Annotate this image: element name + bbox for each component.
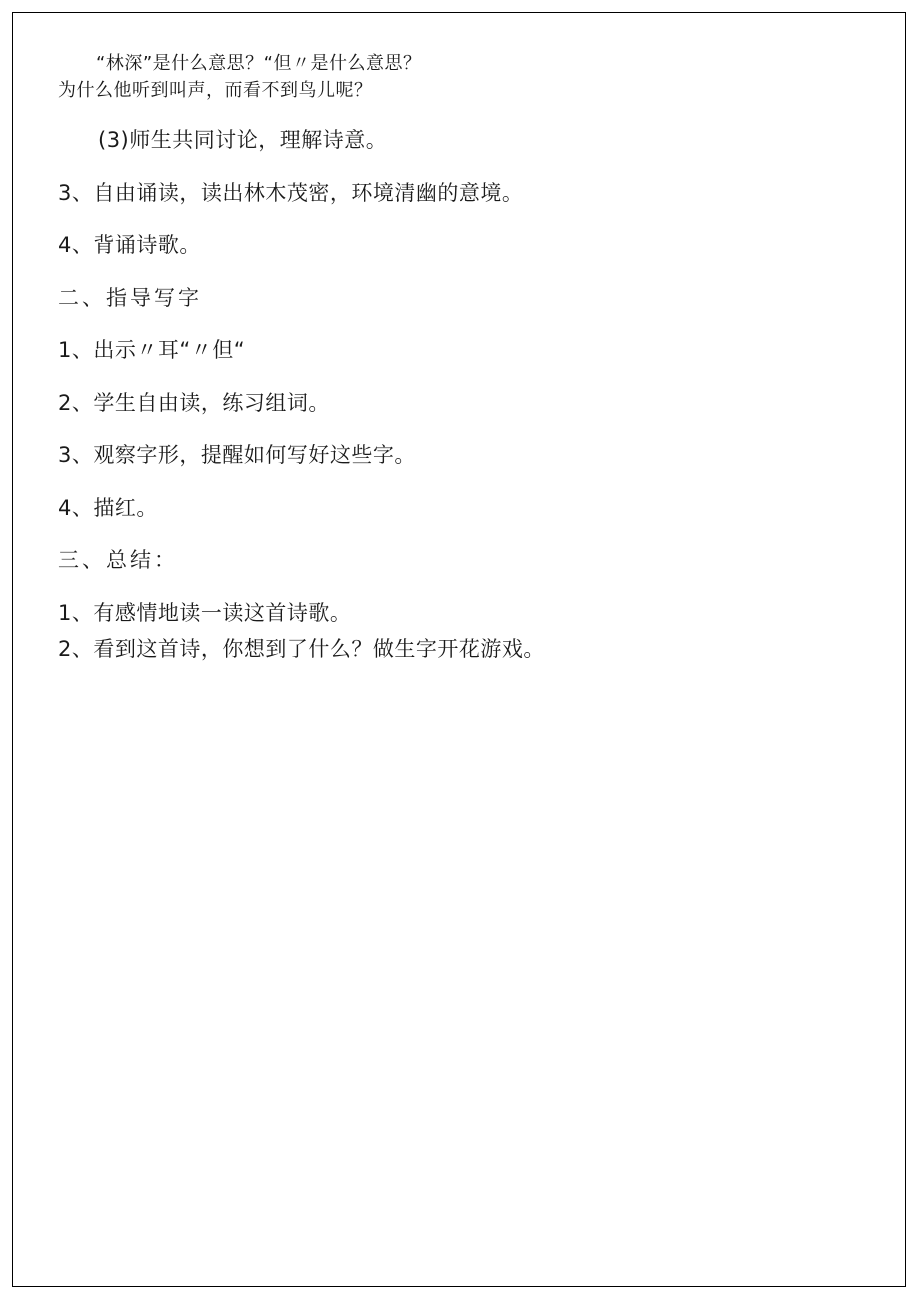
heading-section-three: 三、总结： [58,548,178,573]
heading-section-two: 二、指导写字 [58,285,202,310]
paragraph-summary-2: 2、看到这首诗，你想到了什么？做生字开花游戏。 [58,637,545,662]
paragraph-item-1-show-chars: 1、出示〃耳“〃但“ [58,338,246,363]
paragraph-item-3-observe: 3、观察字形，提醒如何写好这些字。 [58,443,416,468]
paragraph-question-line-2: 为什么他听到叫声，而看不到鸟儿呢？ [58,80,373,101]
document-body [58,50,848,666]
paragraph-summary-1: 1、有感情地读一读这首诗歌。 [58,600,352,625]
paragraph-question-line-1: “林深”是什么意思？“但〃是什么意思？ [96,53,422,74]
paragraph-item-2-free-read: 2、学生自由读，练习组词。 [58,390,330,415]
paragraph-item-4-memorize: 4、背诵诗歌。 [58,233,201,258]
paragraph-step-3-discuss: (3)师生共同讨论，理解诗意。 [98,128,388,152]
paragraph-item-4-trace: 4、描红。 [58,495,158,520]
paragraph-item-3-recite: 3、自由诵读，读出林木茂密，环境清幽的意境。 [58,180,524,205]
